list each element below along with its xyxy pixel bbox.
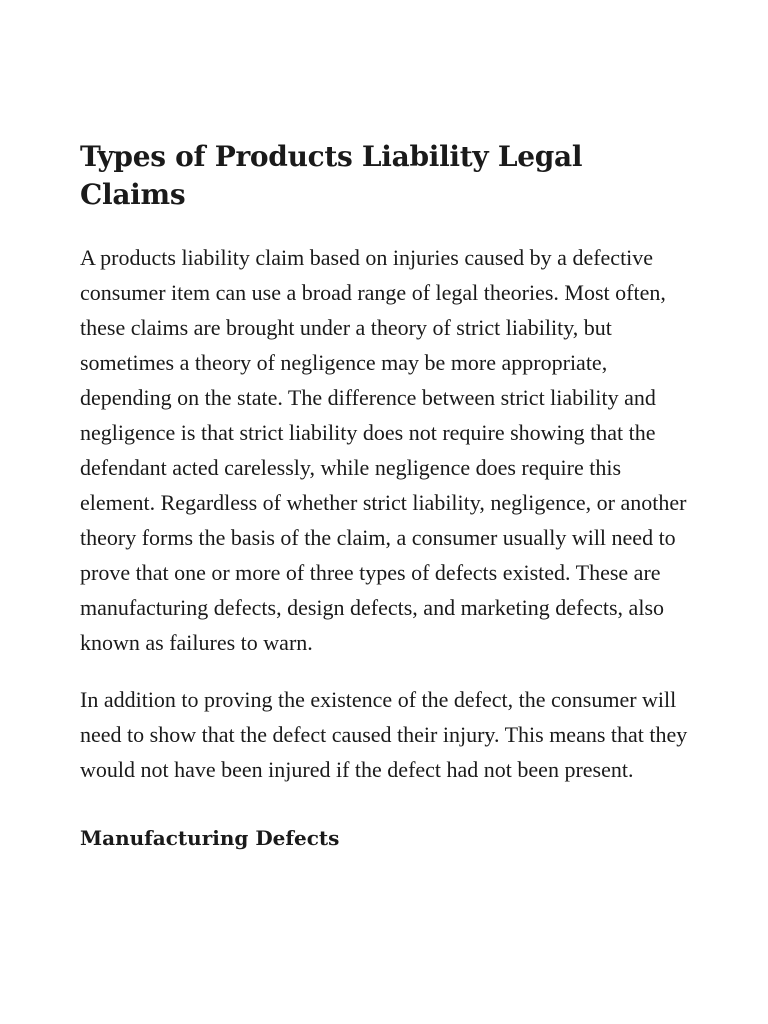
section-heading-manufacturing-defects: Manufacturing Defects [80,826,340,850]
article-paragraph-1: A products liability claim based on injuries caused by a defective consumer item can use a broad range of legal theories. Most often, these claims are brought under a theory of strict liability, but sometimes a theory of negligence may be more appropriate, depending on the state. The difference between strict liability and negligence is that strict liability does not require showing that the defendant acted carelessly, while negligence does require this element. Regardless of whether strict liability, negligence, or another theory forms the basis of the claim, a consumer usually will need to prove that one or more of three types of defects existed. These are manufacturing defects, design defects, and marketing defects, also known as failures to warn. [80,245,687,655]
article-body [80,138,692,853]
article-title: Types of Products Liability Legal Claims [80,140,583,211]
article-paragraph-2: In addition to proving the existence of the defect, the consumer will need to show that the defect caused their injury. This means that they would not have been injured if the defect had not been present. [80,687,688,782]
